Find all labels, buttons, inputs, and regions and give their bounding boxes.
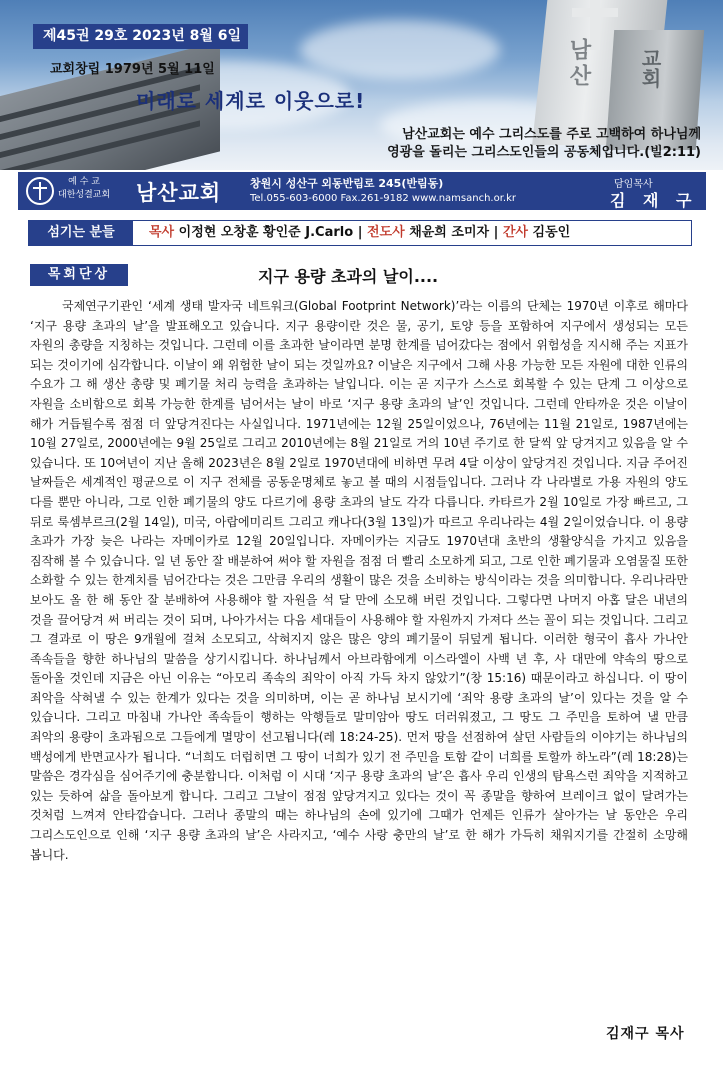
staff-separator: | <box>357 225 363 240</box>
denomination-line: 예 수 교 <box>68 177 100 187</box>
pastor-label: 담임목사 <box>614 179 653 190</box>
motto-line: 남산교회는 예수 그리스도를 주로 고백하여 하나님께 <box>402 127 701 142</box>
church-contact: Tel.055-603-6000 Fax.261-9182 www.namsanch.or.kr <box>250 193 517 204</box>
header-banner <box>0 0 723 170</box>
staff-names: 이정현 오창훈 황인준 J.Carlo <box>178 225 354 240</box>
church-address: 창원시 성산구 외동반림로 245(반림동) <box>250 177 444 190</box>
church-info-bar <box>18 172 706 210</box>
issue-info: 제45권 29호 2023년 8월 6일 <box>33 24 248 49</box>
church-motto <box>341 126 701 162</box>
staff-role: 전도사 <box>366 225 405 240</box>
staff-role: 목사 <box>149 225 175 240</box>
motto-line: 영광을 돌리는 그리스도인들의 공동체입니다.(빌2:11) <box>387 145 701 160</box>
church-logo-icon <box>26 177 54 205</box>
founding-date: 교회창립 1979년 5월 11일 <box>50 62 215 77</box>
staff-list <box>149 221 570 245</box>
cross-icon <box>572 8 618 17</box>
staff-role: 간사 <box>502 225 528 240</box>
article-body: 국제연구기관인 ‘세계 생태 발자국 네트워크(Global Footprint Network)’라는 이름의 단체는 1970년 이후로 해마다 ‘지구 용량 초과의 날’을 발표해오고 있습니다. 지구 용량이란 것은 물, 공기, 토양 등을 포함하여 지구에서 생성되는 모든 자원의 총량을 지칭하는 것입니다. 그런데 이를 초과한 날이라면 분명 한계를 넘어갔다는 점에서 위험성을 지시해 주는 지표가 되는 것이기에 심각합니다. 이날이 왜 위험한 날이 되는 것일까요? 이날은 지구에서 그해 사용 가능한 모든 자원에 대한 인류의 수요가 그 해 생산 총량 및 폐기물 처리 능력을 초과하는 날입니다. 이는 곧 지구가 스스로 회복할 수 있는 단계 그 이상으로 자원을 소비함으로 회복 가능한 한계를 넘어서는 날이 바로 ‘지구 용량 초과의 날’인 것입니다. 그런데 안타까운 것은 이날이 해가 거듭될수록 점점 더 앞당겨진다는 사실입니다. 1971년에는 12월 25일이었으나, 76년에는 11월 21일로, 1987년에는 10월 27일로, 2000년에는 9월 25일로 그리고 2010년에는 8월 21일로 거의 10년 주기로 한 달씩 앞 당겨지고 있음을 알 수 있습니다. 또 10여년이 지난 올해 2023년은 8월 2일로 1970년대에 비하면 무려 4달 이상이 앞당겨진 것입니다. 지금 주어진 날짜들은 세계적인 평균으로 이 지구 전체를 공동운명체로 놓고 볼 때의 시점들입니다. 그러나 각 나라별로 가용 자원의 양도 다를 뿐만 아니라, 그로 인한 폐기물의 양도 다르기에 용량 초과의 날도 각각 다릅니다. 카타르가 2월 10일로 가장 빠르고, 그 뒤로 룩셈부르크(2월 14일), 미국, 아랍에미리트 그리고 캐나다(3월 13일)가 따르고 우리나라는 4월 2일이었습니다. 이 용량 초과가 가장 늦은 나라는 자메이카로 12월 20일입니다. 자메이카는 지금도 1970년대 초반의 생활양식을 가지고 있음을 짐작해 볼 수 있습니다. 일 년 동안 잘 배분하여 써야 할 자원을 점점 더 빨리 소모하게 되고, 그로 인한 폐기물과 오염물질 또한 소화할 수 있는 한계치를 넘어간다는 것은 그만큼 우리의 생활이 많은 것을 소비하는 방식이라는 것을 의미합니다. 우리나라만 보아도 올 한 해 동안 잘 분배하여 사용해야 할 자원을 석 달 만에 소모해 버린 것입니다. 그렇다면 나머지 아홉 달은 내년의 것을 끌어당겨 써 버리는 것이 되며, 나아가서는 다음 세대들이 사용해야 할 자원까지 가져다 쓰는 꼴이 되는 것입니다. 그리고 그 결과로 이 땅은 9개월에 걸쳐 소모되고, 삭혀지지 않은 많은 양의 폐기물이 뒤덮게 됩니다. 이러한 형국이 흡사 가나안 족속들을 향한 하나님의 말씀을 상기시킵니다. 하나님께서 아브라함에게 이스라엘이 사백 년 후, 사 대만에 약속의 땅으로 돌아올 것인데 지금은 아닌 이유는 “아모리 족속의 죄악이 아직 가득 차지 않았기”(창 15:16) 때문이라고 하십니다. 이 땅이 죄악을 삭혀낼 수 있는 한계가 있다는 것을 의미하며, 이는 곧 하나님 보시기에 ‘죄악 용량 초과의 날’이 있다는 것을 알 수 있습니다. 그리고 마침내 가나안 족속들이 행하는 악행들로 말미암아 땅도 더러워졌고, 그 땅도 그 주민을 토하여 낼 만큼 죄악의 용량이 초과됨으로 그들에게 멸망이 선고됩니다(레 18:24-25). 먼저 땅을 선점하여 살던 사람들의 이야기는 하나님의 백성에게 반면교사가 됩니다. “너희도 더럽히면 그 땅이 너희가 있기 전 주민을 토함 같이 너희를 토할까 하노라”(레 18:28)는 말씀은 경각심을 심어주기에 충분합니다. 이처럼 이 시대 ‘지구 용량 초과의 날’은 흡사 우리 인생의 탐욕스런 죄악을 지적하고 있는 듯하여 삶을 돌아보게 합니다. 그리고 그날이 점점 앞당겨지고 있다는 것이 꼭 종말을 향하여 브레이크 없이 달려가는 것처럼 느껴져 안타깝습니다. 그러나 종말의 때는 하나님의 손에 있기에 그때가 언제든 인류가 살아가는 날 동안은 우리 그리스도인으로 인해 ‘지구 용량 초과의 날’은 사라지고, ‘예수 사랑 충만의 날’로 한 해가 가득히 채워지기를 간절히 소망해 봅니다. <box>30 299 688 862</box>
denomination <box>58 176 110 202</box>
author-signature: 김재구 목사 <box>606 1026 685 1042</box>
staff-bar <box>28 220 692 246</box>
staff-separator: | <box>493 225 499 240</box>
cloud-decoration <box>300 20 500 80</box>
tower-lettering: 교회 <box>638 48 662 88</box>
church-name: 남산교회 <box>136 181 222 205</box>
tower-lettering: 남산 <box>566 38 591 90</box>
staff-names: 김동인 <box>532 225 571 240</box>
article-title: 지구 용량 초과의 날이.... <box>258 267 439 286</box>
staff-label: 섬기는 분들 <box>29 221 133 245</box>
pastor-name: 김 재 구 <box>610 191 698 210</box>
column-tag: 목회단상 <box>30 264 128 286</box>
denomination-line: 대한성결교회 <box>58 190 111 200</box>
staff-names: 채윤희 조미자 <box>409 225 490 240</box>
slogan: 미래로 세계로 이웃으로! <box>136 89 366 113</box>
